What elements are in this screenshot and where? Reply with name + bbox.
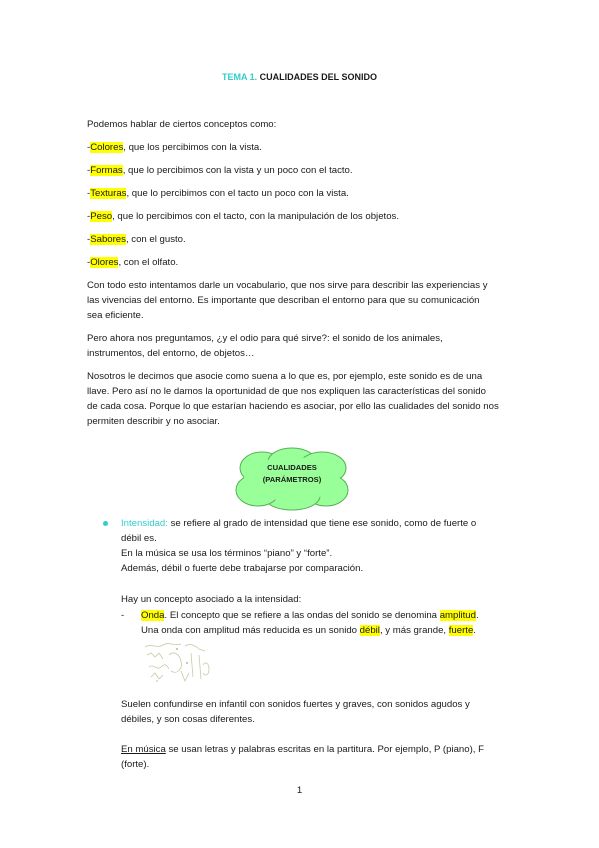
musica-line: En música se usan letras y palabras escritas en la partitura. Por ejemplo, P (piano), F	[121, 744, 484, 755]
concept-item: -Colores, que los percibimos con la vista.	[87, 142, 262, 153]
concept-line: Hay un concepto asociado a la intensidad:	[121, 594, 302, 605]
cloud-label: CUALIDADES (PARÁMETROS)	[262, 463, 322, 484]
concept-item: -Peso, que lo percibimos con el tacto, con la manipulación de los objetos.	[87, 211, 399, 222]
intensidad-line: Además, débil o fuerte debe trabajarse por comparación.	[121, 563, 364, 574]
concept-item: -Olores, con el olfato.	[87, 257, 179, 268]
amplitud-term: amplitud	[439, 610, 476, 621]
paragraph-line: de cada cosa. Porque lo que estarían haciendo es asociar, por ello las cualidades del sonido nos	[87, 401, 499, 412]
paragraph-line: Con todo esto intentamos darle un vocabulario, que nos sirve para describir las experiencias y	[87, 280, 488, 291]
bullet-dot	[103, 521, 108, 526]
page-number: 1	[296, 785, 303, 796]
fuerte-term: fuerte	[448, 625, 474, 636]
concept-term: Texturas	[90, 188, 127, 199]
musica-term: En música	[121, 744, 166, 755]
concept-term: Colores	[90, 142, 124, 153]
title-text: CUALIDADES DEL SONIDO	[257, 72, 377, 82]
paragraph-line: llave. Pero así no le damos la oportunidad de que nos expliquen las características del sonido	[87, 386, 486, 397]
confusion-line: Suelen confundirse en infantil con sonidos fuertes y graves, con sonidos agudos y	[121, 699, 470, 710]
intro-text: Podemos hablar de ciertos conceptos como:	[87, 119, 277, 130]
paragraph-line: sea eficiente.	[87, 310, 144, 321]
intensidad-line: débil es.	[121, 533, 157, 544]
concept-term: Formas	[90, 165, 123, 176]
concept-term: Olores	[90, 257, 119, 268]
confusion-line: débiles, y son cosas diferentes.	[121, 714, 255, 725]
intensidad-term: Intensidad:	[121, 518, 168, 529]
paragraph-line: permiten describir y no asociar.	[87, 416, 220, 427]
debil-term: débil	[359, 625, 380, 636]
paragraph-line: instrumentos, del entorno, de objetos…	[87, 348, 255, 359]
onda-line: Una onda con amplitud más reducida es un sonido débil, y más grande, fuerte.	[141, 625, 476, 636]
onda-term: Onda	[141, 610, 165, 621]
concept-item: -Sabores, con el gusto.	[87, 234, 186, 245]
paragraph-line: Nosotros le decimos que asocie como suena a lo que es, por ejemplo, este sonido es de una	[87, 371, 483, 382]
wave-sketch-image	[141, 641, 213, 685]
document-title	[0, 72, 599, 82]
concept-item: -Formas, que lo percibimos con la vista y un poco con el tacto.	[87, 165, 353, 176]
title-prefix: TEMA 1.	[221, 72, 258, 82]
intensidad-line: Intensidad: se refiere al grado de intensidad que tiene ese sonido, como de fuerte o	[121, 518, 477, 529]
paragraph-line: las vivencias del entorno. Es importante que describan el entorno para que su comunicación	[87, 295, 480, 306]
paragraph-line: Pero ahora nos preguntamos, ¿y el odio para qué sirve?: el sonido de los animales,	[87, 333, 443, 344]
concept-term: Peso	[90, 211, 113, 222]
intensidad-line: En la música se usa los términos “piano” y “forte”.	[121, 548, 333, 559]
concept-term: Sabores	[90, 234, 126, 245]
musica-line: (forte).	[121, 759, 150, 770]
onda-line: Onda. El concepto que se refiere a las ondas del sonido se denomina amplitud.	[141, 610, 479, 621]
concept-item: -Texturas, que lo percibimos con el tacto un poco con la vista.	[87, 188, 349, 199]
onda-dash: -	[121, 610, 125, 621]
